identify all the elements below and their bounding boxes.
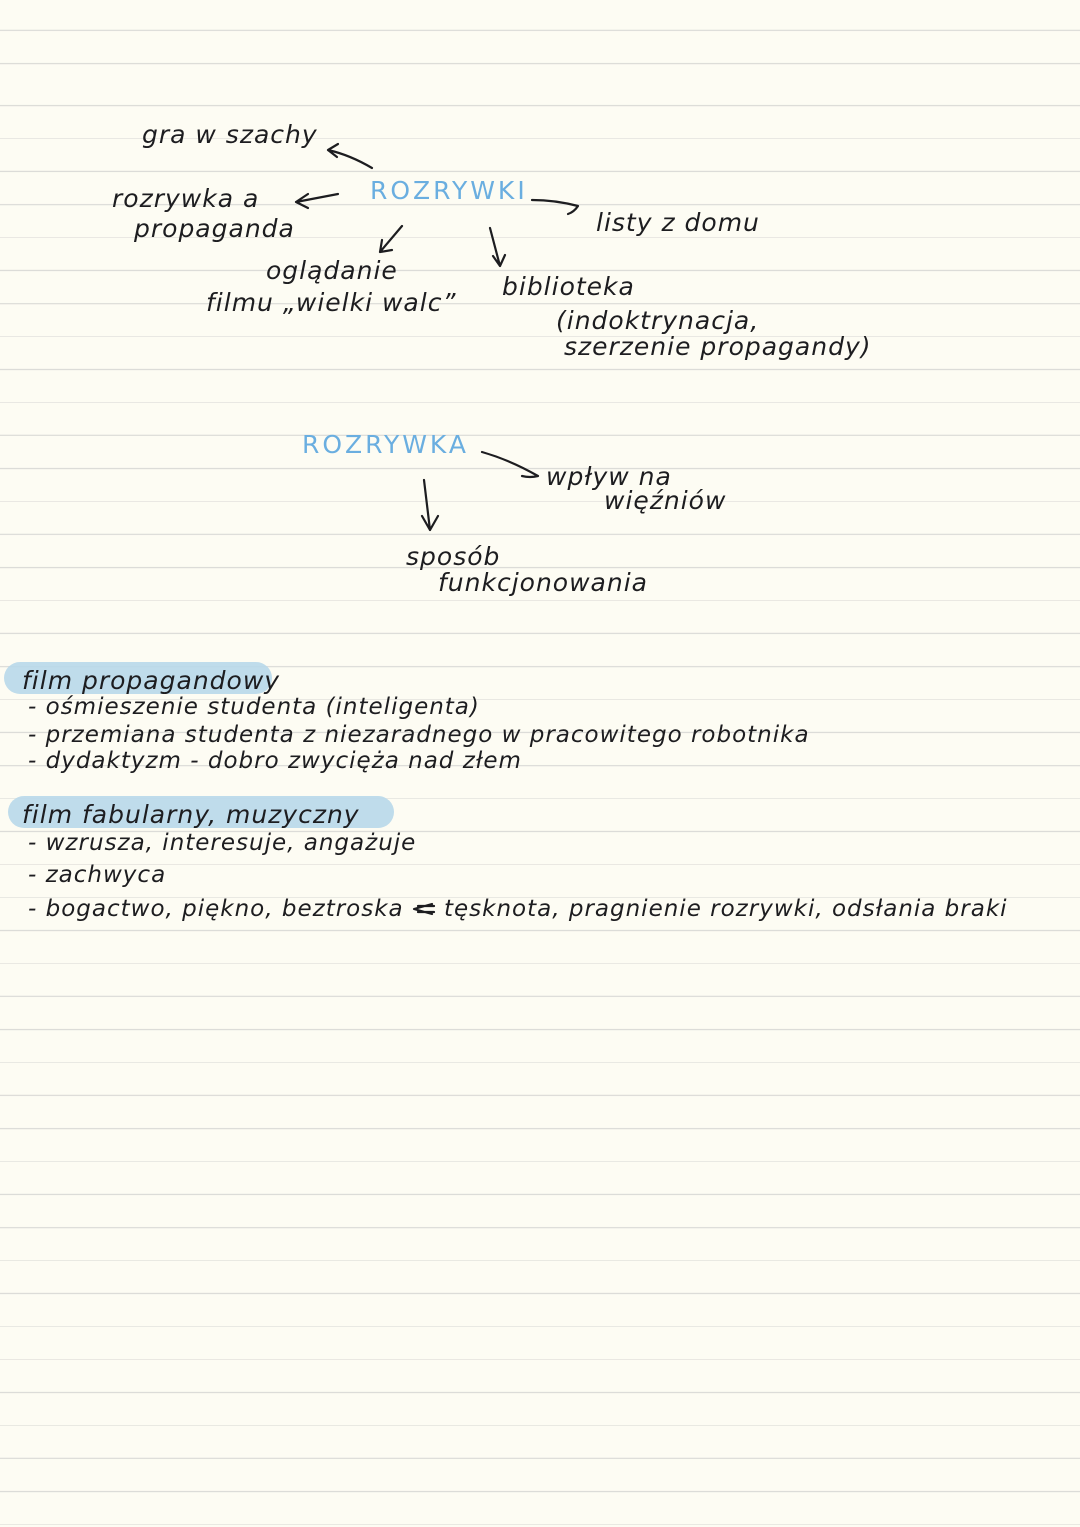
note-propaganda: propaganda	[134, 214, 295, 243]
arrow-to-szachy	[328, 144, 372, 168]
note-biblioteka: biblioteka	[502, 272, 635, 301]
section1-item-1: - ośmieszenie studenta (inteligenta)	[28, 694, 480, 720]
section2-item-1: - wzrusza, interesuje, angażuje	[28, 830, 417, 856]
section1-item-2: - przemiana studenta z niezaradnego w pracowitego robotnika	[28, 722, 810, 748]
section2-item-2: - zachwyca	[28, 862, 167, 888]
arrow-to-listy	[532, 200, 578, 214]
diagram2-center: ROZRYWKA	[302, 430, 469, 459]
note-indoktrynacja: (indoktrynacja,	[556, 306, 760, 335]
arrow-to-wplyw	[482, 452, 538, 477]
note-szerzenie: szerzenie propagandy)	[564, 332, 872, 361]
note-funkcjonowania: funkcjonowania	[438, 568, 648, 597]
section1-item-3: - dydaktyzm - dobro zwycięża nad złem	[28, 748, 522, 774]
section2-arrow-note: tęsknota, pragnienie rozrywki, odsłania braki	[444, 896, 1008, 922]
section2-item-3: - bogactwo, piękno, beztroska	[28, 896, 404, 922]
diagram1-center: ROZRYWKI	[370, 176, 528, 205]
arrow-to-biblioteka	[490, 228, 505, 266]
arrow-to-ogladanie	[380, 226, 402, 252]
section1-heading: film propagandowy	[22, 666, 281, 695]
note-wplyw-na: wpływ na	[546, 462, 672, 491]
note-wiezniow: więźniów	[604, 486, 727, 515]
note-ogladanie: oglądanie	[266, 256, 398, 285]
double-arrow	[414, 904, 434, 914]
note-gra-w-szachy: gra w szachy	[142, 120, 318, 149]
note-rozrywka-a: rozrywka a	[112, 184, 260, 213]
note-filmu: filmu „wielki walc”	[206, 288, 457, 317]
arrow-to-propaganda	[296, 194, 338, 208]
arrow-to-sposob	[422, 480, 438, 530]
section2-heading: film fabularny, muzyczny	[22, 800, 360, 829]
note-listy-z-domu: listy z domu	[596, 208, 760, 237]
note-sposob: sposób	[406, 542, 501, 571]
